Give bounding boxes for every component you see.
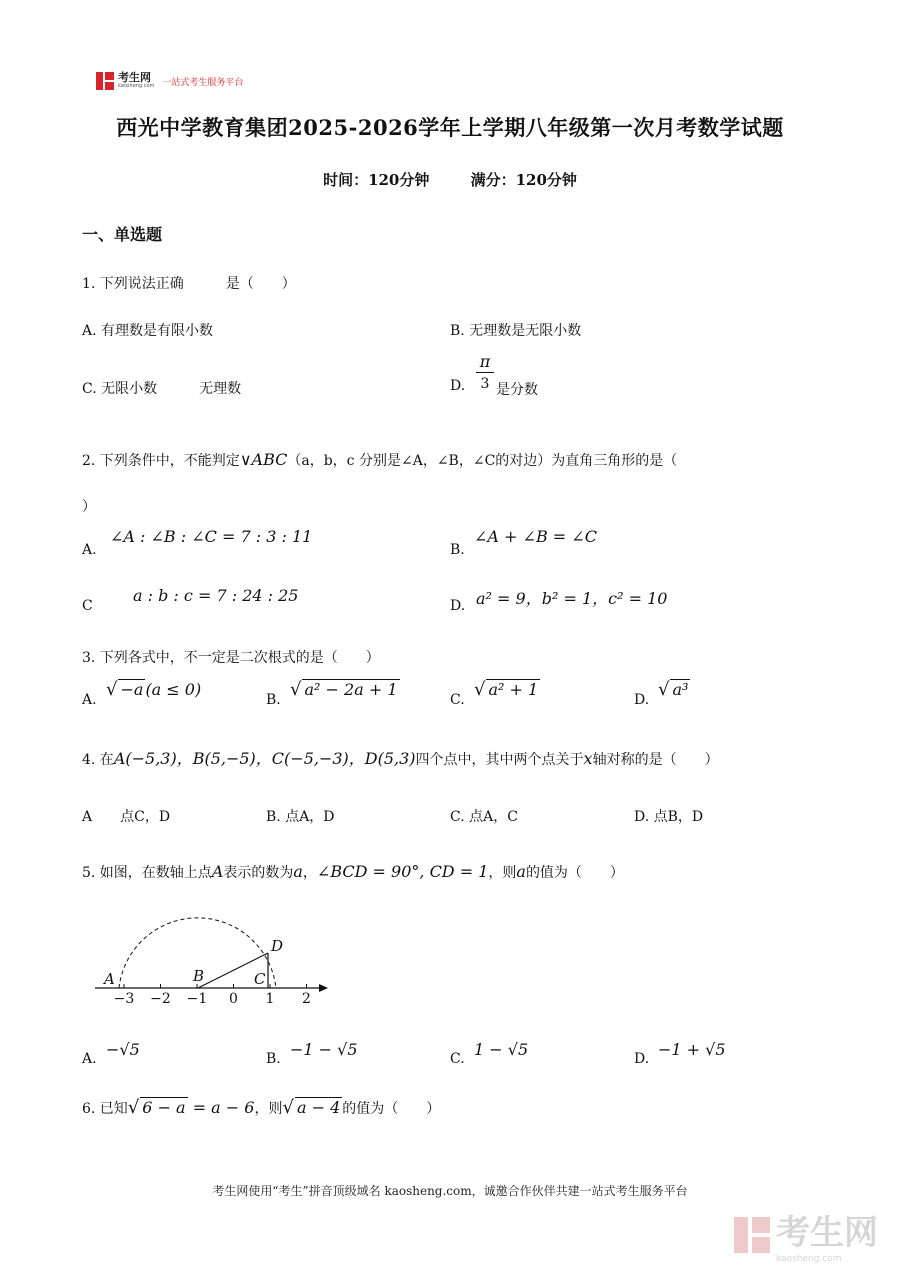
q4-option-a: A 点C，D (82, 809, 171, 825)
q5-point: A (211, 862, 224, 881)
q6-stem-c: 的值为（ ） (342, 1101, 441, 1117)
q5-stem-c: ，则 (488, 865, 517, 881)
q1-option-d-fraction (476, 352, 494, 395)
q4-stem-c: 轴对称的是（ ） (592, 752, 719, 768)
q1-option-c: C. 无限小数 无理数 (82, 381, 242, 397)
q4-axis: x (583, 749, 593, 768)
watermark-name: 考生网 (776, 1213, 878, 1253)
q5-var-2: a (516, 862, 526, 881)
q3-d-radicand: a³ (672, 680, 689, 699)
number-line-figure (90, 900, 340, 1010)
tick-label: −2 (150, 991, 171, 1007)
fraction-numerator: π (476, 352, 494, 373)
tick-label: 0 (229, 991, 238, 1007)
q2-option-d-label: D. (450, 598, 466, 614)
q4-points: A(−5,3)，B(5,−5)，C(−5,−3)，D(5,3) (113, 749, 416, 768)
q5-stem: 5. 如图，在数轴上点A表示的数为a，∠BCD = 90°, CD = 1，则a的值为（ ） (82, 862, 624, 881)
q2-triangle: ∨ABC (239, 450, 288, 469)
q1-option-d-label: D. (450, 378, 466, 394)
q2-option-b: ∠A + ∠B = ∠C (474, 527, 597, 546)
q3-option-d: √ a³ (658, 679, 689, 700)
q5-option-d-label: D. (634, 1051, 650, 1067)
q4-option-b: B. 点A，D (266, 809, 335, 825)
watermark (734, 1205, 878, 1264)
label-a: A (104, 970, 115, 988)
q6-rhs: = a − 6 (192, 1098, 255, 1117)
q3-option-c-label: C. (450, 692, 465, 708)
q5-option-c-label: C. (450, 1051, 465, 1067)
tick-label: 2 (302, 991, 311, 1007)
logo-icon (96, 72, 114, 90)
q3-option-c: √ a² + 1 (474, 679, 539, 700)
q1-option-a: A. 有理数是有限小数 (82, 323, 214, 339)
watermark-logo-icon (734, 1217, 770, 1253)
q3-option-b-label: B. (266, 692, 281, 708)
page-title: 西光中学教育集团2025-2026学年上学期八年级第一次月考数学试题 (116, 115, 784, 140)
q2-stem-b: （a，b，c 分别是∠A，∠B，∠C的对边）为直角三角形的是（ (287, 453, 678, 469)
q5-option-b: −1 − √5 (290, 1040, 358, 1059)
q3-option-a: √ −a (a ≤ 0) (106, 679, 202, 700)
q4-stem-a: 4. 在 (82, 752, 114, 768)
q5-option-a-label: A. (82, 1051, 97, 1067)
footer-text: 考生网使用“考生”拼音顶级域名 kaosheng.com，诚邀合作伙伴共建一站式考生服务平台 (212, 1184, 688, 1198)
exam-time: 时间：120分钟 (323, 171, 430, 189)
header-logo (96, 72, 243, 90)
q6-radicand-2: a − 4 (296, 1098, 341, 1117)
q5-option-a: −√5 (106, 1040, 140, 1059)
watermark-domain: kaosheng.com (776, 1254, 842, 1264)
q5-option-c: 1 − √5 (474, 1040, 529, 1059)
q2-option-a: ∠A : ∠B : ∠C = 7 : 3 : 11 (110, 527, 313, 546)
q4-stem (82, 746, 719, 769)
exam-info (0, 169, 900, 190)
q5-stem-b: 表示的数为 (223, 865, 294, 881)
label-d: D (271, 937, 284, 955)
q2-option-b-label: B. (450, 542, 465, 558)
q3-option-a-label: A. (82, 692, 97, 708)
q3-a-radicand: −a (120, 680, 144, 699)
q2-option-d: a² = 9，b² = 1，c² = 10 (476, 589, 668, 608)
q4-option-d: D. 点B，D (634, 809, 704, 825)
label-b: B (193, 967, 205, 985)
q5-option-b-label: B. (266, 1051, 281, 1067)
logo-name: 考生网 (118, 71, 151, 84)
q2-stem (82, 450, 677, 470)
q5-condition: ∠BCD = 90°, CD = 1 (316, 862, 489, 881)
q5-stem-d: 的值为（ ） (525, 865, 624, 881)
q6-stem-a: 6. 已知 (82, 1101, 128, 1117)
q3-a-condition: (a ≤ 0) (145, 680, 202, 699)
q3-b-radicand: a² − 2a + 1 (304, 680, 398, 699)
q6-stem-b: ，则 (254, 1101, 283, 1117)
logo-slogan: 一站式考生服务平台 (162, 77, 244, 88)
tick-label: −3 (113, 991, 135, 1007)
q3-option-d-label: D. (634, 692, 650, 708)
q3-stem: 3. 下列各式中，不一定是二次根式的是（ ） (82, 650, 380, 666)
q6-stem: 6. 已知√ 6 − a = a − 6，则√ a − 4 的值为（ ） (82, 1097, 441, 1118)
q2-option-c-label: C (82, 598, 93, 614)
q1-stem: 1. 下列说法正确 是（ ） (82, 276, 296, 292)
tick-label: −1 (186, 991, 208, 1007)
q1-option-b: B. 无理数是无限小数 (450, 323, 582, 339)
section-heading: 一、单选题 (82, 225, 163, 244)
q5-var: a (293, 862, 303, 881)
fraction-denominator: 3 (480, 376, 490, 392)
q2-stem-close: ） (82, 499, 96, 515)
q2-option-a-label: A. (82, 542, 97, 558)
tick-label: 1 (265, 991, 275, 1007)
q1-option-d-text: 是分数 (496, 382, 538, 398)
q4-stem-b: 四个点中，其中两个点关于 (415, 752, 584, 768)
label-c: C (254, 970, 266, 988)
axis-arrow (319, 984, 328, 992)
exam-score: 满分：120分钟 (470, 171, 577, 189)
q5-option-d: −1 + √5 (658, 1040, 726, 1059)
q4-option-c: C. 点A，C (450, 809, 518, 825)
logo-domain: kaosheng.com (118, 83, 155, 89)
q3-c-radicand: a² + 1 (488, 680, 539, 699)
q6-radicand-1: 6 − a (142, 1098, 186, 1117)
q3-option-b: √ a² − 2a + 1 (290, 679, 398, 700)
q2-option-c: a : b : c = 7 : 24 : 25 (133, 586, 299, 605)
q5-stem-a: 5. 如图，在数轴上点 (82, 865, 212, 881)
q2-stem-a: 2. 下列条件中，不能判定 (82, 453, 240, 469)
